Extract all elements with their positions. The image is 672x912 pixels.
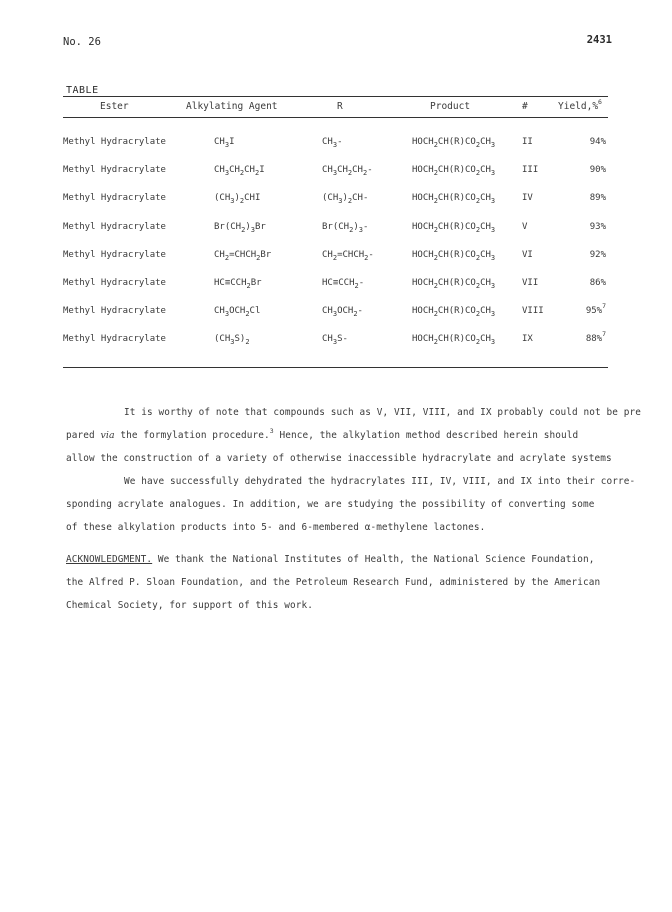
table-header-rule bbox=[63, 117, 608, 118]
cell-compound-number: IX bbox=[522, 334, 533, 345]
cell-product: $HOCH_2CH(R)CO_2CH_3$ bbox=[412, 193, 496, 206]
cell-ester: Methyl Hydracrylate bbox=[63, 249, 166, 260]
table-bottom-rule bbox=[63, 367, 608, 368]
cell-yield: 94% bbox=[589, 137, 606, 147]
page-number: 2431 bbox=[586, 34, 612, 46]
via-italic: via bbox=[100, 430, 115, 441]
cell-yield: 92% bbox=[589, 249, 606, 260]
acknowledgment-line-1: ACKNOWLEDGMENT. We thank the National Institutes of Health, the National Science Foundation, bbox=[66, 554, 595, 565]
cell-r: $CH_2=CHCH_2-$ bbox=[322, 249, 374, 262]
cell-r: $Br(CH_2)_3-$ bbox=[322, 221, 369, 234]
cell-compound-number: III bbox=[522, 165, 539, 176]
paragraph-2-line-3: of these alkylation products into 5- and 6-membered α-methylene lactones. bbox=[66, 522, 486, 533]
cell-product: $HOCH_2CH(R)CO_2CH_3$ bbox=[412, 278, 496, 290]
cell-r: $HC\equiv CCH_2-$ bbox=[322, 278, 365, 290]
paragraph-1-line-1: It is worthy of note that compounds such as V, VII, VIII, and IX probably could not be pre bbox=[124, 407, 641, 418]
cell-ester: Methyl Hydracrylate bbox=[63, 306, 166, 317]
table-top-rule bbox=[63, 96, 608, 97]
cell-yield: 95%$^7$ bbox=[585, 302, 606, 317]
cell-r: $CH_3-$ bbox=[322, 137, 343, 149]
cell-product: $HOCH_2CH(R)CO_2CH_3$ bbox=[412, 137, 496, 149]
cell-yield: 88%$^7$ bbox=[585, 330, 606, 345]
cell-yield: 93% bbox=[589, 221, 606, 232]
acknowledgment-line-2: the Alfred P. Sloan Foundation, and the Petroleum Research Fund, administered by the American bbox=[66, 577, 601, 588]
cell-ester: Methyl Hydracrylate bbox=[63, 137, 166, 147]
cell-r: $CH_3S-$ bbox=[322, 334, 348, 347]
cell-alkylating-agent: $CH_3OCH_2Cl$ bbox=[214, 306, 261, 319]
cell-alkylating-agent: $HC\equiv CCH_2Br$ bbox=[214, 278, 262, 290]
cell-compound-number: VII bbox=[522, 278, 539, 288]
acknowledgment-title: ACKNOWLEDGMENT. bbox=[66, 554, 153, 565]
cell-yield: 89% bbox=[589, 193, 606, 204]
cell-ester: Methyl Hydracrylate bbox=[63, 221, 166, 232]
cell-r: $(CH_3)_2CH-$ bbox=[322, 193, 369, 206]
cell-compound-number: II bbox=[522, 137, 533, 147]
cell-product: $HOCH_2CH(R)CO_2CH_3$ bbox=[412, 249, 496, 262]
column-header-number: # bbox=[522, 101, 528, 112]
cell-ester: Methyl Hydracrylate bbox=[63, 193, 166, 204]
cell-product: $HOCH_2CH(R)CO_2CH_3$ bbox=[412, 221, 496, 234]
cell-alkylating-agent: $(CH_3)_2CHI$ bbox=[214, 193, 261, 206]
cell-r: $CH_3OCH_2-$ bbox=[322, 306, 363, 319]
column-header-yield: Yield,%$^6$ bbox=[558, 98, 602, 112]
cell-alkylating-agent: $Br(CH_2)_3Br$ bbox=[214, 221, 266, 234]
cell-product: $HOCH_2CH(R)CO_2CH_3$ bbox=[412, 165, 496, 178]
paragraph-2-line-1: We have successfully dehydrated the hydracrylates III, IV, VIII, and IX into their corre- bbox=[124, 476, 636, 487]
column-header-ester: Ester bbox=[100, 101, 129, 112]
cell-yield: 90% bbox=[589, 165, 606, 176]
cell-ester: Methyl Hydracrylate bbox=[63, 278, 166, 288]
cell-compound-number: VIII bbox=[522, 306, 544, 317]
column-header-alkylating-agent: Alkylating Agent bbox=[186, 101, 278, 112]
acknowledgment-line-3: Chemical Society, for support of this work. bbox=[66, 600, 314, 611]
cell-alkylating-agent: $CH_2=CHCH_2Br$ bbox=[214, 249, 272, 262]
cell-compound-number: VI bbox=[522, 249, 533, 260]
column-header-r: R bbox=[337, 101, 343, 112]
cell-ester: Methyl Hydracrylate bbox=[63, 334, 166, 345]
cell-product: $HOCH_2CH(R)CO_2CH_3$ bbox=[412, 306, 496, 319]
journal-issue: No. 26 bbox=[63, 36, 101, 48]
cell-compound-number: V bbox=[522, 221, 528, 232]
cell-product: $HOCH_2CH(R)CO_2CH_3$ bbox=[412, 334, 496, 347]
paragraph-1-line-2: pared via the formylation procedure.$^3$ Hence, the alkylation method described herein should bbox=[66, 427, 579, 441]
cell-yield: 86% bbox=[589, 278, 606, 288]
paragraph-1-line-3: allow the construction of a variety of otherwise inaccessible hydracrylate and acrylate systems bbox=[66, 453, 612, 464]
cell-compound-number: IV bbox=[522, 193, 533, 204]
column-header-product: Product bbox=[430, 101, 471, 112]
cell-alkylating-agent: $(CH_3S)_2$ bbox=[214, 334, 250, 347]
table-label: TABLE bbox=[66, 85, 99, 96]
cell-alkylating-agent: $CH_3CH_2CH_2I$ bbox=[214, 165, 265, 178]
cell-alkylating-agent: $CH_3I$ bbox=[214, 137, 235, 149]
cell-r: $CH_3CH_2CH_2-$ bbox=[322, 165, 373, 178]
paragraph-2-line-2: sponding acrylate analogues. In addition, we are studying the possibility of converting some bbox=[66, 499, 595, 510]
cell-ester: Methyl Hydracrylate bbox=[63, 165, 166, 176]
